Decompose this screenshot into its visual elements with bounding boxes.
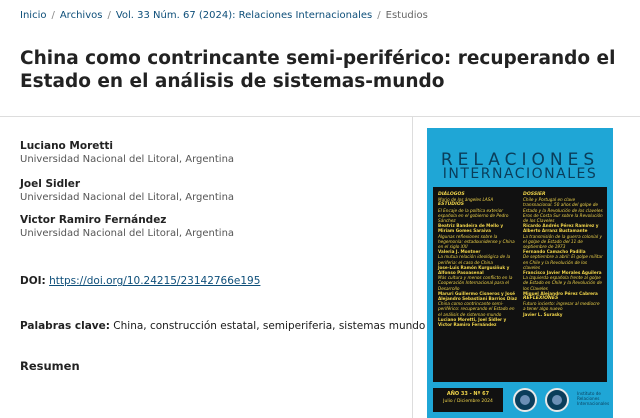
keywords-row (20, 320, 425, 332)
breadcrumb-link-issue[interactable]: Vol. 33 Núm. 67 (2024): Relaciones Internacionales (115, 10, 373, 21)
author-3 (20, 213, 234, 241)
cover-contents-entry: Javier L. Surasky (523, 311, 563, 317)
cover-issue-number: AÑO 33 - Nº 67 (446, 391, 490, 397)
breadcrumb-current: Estudios (385, 10, 428, 21)
cover-contents-entry: Maruri Guillermo Cisneros y José Alejandro Sebastiani Barrios Díaz (438, 290, 518, 302)
cover-contents-entry: Fernando Camacho Padilla (523, 249, 586, 255)
author-affiliation: Universidad Nacional del Litoral, Argentina (20, 154, 235, 165)
author-name: Joel Sidler (20, 178, 81, 190)
cover-title-line1: RELACIONES (440, 150, 600, 170)
cover-contents-entry: Ricardo Andrés Pérez Ramírez y Alberto Arranz Bustamante (523, 223, 599, 234)
cover-contents-entry: Francisco Javier Morales Aguilera (523, 270, 602, 276)
cover-contents-entry: La izquierda española frente al golpe de Estado en Chile y la Revolución de los Claveles (523, 275, 602, 291)
breadcrumb-separator: / (107, 10, 111, 21)
cover-contents-entry: Miguel Alejandro Pérez Cabrera (523, 290, 598, 296)
cover-contents-entry: DIÁLOGOS (438, 192, 465, 197)
doi-row (20, 275, 260, 287)
doi-label: DOI: (20, 275, 46, 287)
university-seal-icon (513, 388, 537, 412)
author-name: Victor Ramiro Fernández (20, 214, 167, 226)
cover-title-line2: INTERNACIONALES (442, 166, 598, 182)
cover-institute (577, 391, 609, 406)
cover-contents-entry: El Encaje de la política exterior española en el gobierno de Pedro Sánchez (438, 207, 509, 224)
cover-contents-entry: REFLEXIONES (523, 296, 559, 302)
breadcrumb-link-inicio[interactable]: Inicio (20, 10, 47, 21)
keywords-value: China, construcción estatal, semiperiferia, sistemas mundo (113, 320, 426, 332)
breadcrumb-link-archivos[interactable]: Archivos (59, 10, 103, 21)
cover-contents-entry: Chile y Portugal en clave transnacional. 50 años del golpe de Estado y la Revolución de los claveles (523, 197, 603, 213)
cover-contents-entry: Beatriz Bandeira de Mello y Miriam Gomes Saraiva (438, 223, 504, 234)
cover-contents-left (438, 192, 518, 327)
cover-issue-date: Julio / Diciembre 2024 (443, 399, 493, 404)
cover-contents-entry: Jose-Luis Ramón Kurgusiñuk y Alfonso Pasoasenal (438, 264, 510, 276)
cover-contents-entry: Valeria J. Montner (438, 249, 481, 255)
cover-contents-entry: De septiembre a abril: El golpe militar en Chile y la Revolución de los claveles (523, 254, 603, 270)
cover-contents-entry: La mutua relación ideológica de la periferia: el caso de China (438, 254, 511, 265)
cover-contents-entry: Más cultura y menos conflicto en la Cooperación Internacional para el Desarrollo (438, 275, 513, 291)
issue-cover-image[interactable] (427, 128, 613, 418)
author-name: Luciano Moretti (20, 140, 114, 152)
cover-contents-entry: China como contrincante semi-periférico: recuperando el Estado en el análisis de sistemas-mundo (438, 301, 515, 317)
cover-contents-entry: Eros de Costa Sur sobre la Revolución de los Claveles (523, 212, 603, 224)
cover-issue-box (433, 388, 503, 412)
breadcrumb-separator: / (51, 10, 55, 21)
cover-contents-panel (433, 187, 607, 382)
author-2 (20, 177, 234, 205)
breadcrumb (20, 10, 428, 21)
author-1 (20, 139, 234, 167)
cover-contents-entry: Luciano Moretti, Joel Sidler y Victor Ramiro Fernández (438, 316, 507, 328)
cover-footer (433, 384, 610, 418)
breadcrumb-separator: / (377, 10, 381, 21)
cover-institute-line: Instituto de (577, 391, 601, 396)
cover-contents-entry: Mario de los ángeles LASA (438, 197, 494, 203)
author-affiliation: Universidad Nacional del Litoral, Argentina (20, 192, 235, 203)
doi-link[interactable]: https://doi.org/10.24215/23142766e195 (49, 275, 261, 287)
cover-contents-entry: Algunas reflexiones sobre la hegemonía: estadounidense y China en el siglo XXI (438, 233, 515, 250)
abstract-heading: Resumen (20, 359, 80, 373)
cover-contents-entry: La transmisión de la guerra colonial y el golpe de Estado del 11 de septiembre de 1973 (523, 233, 602, 250)
cover-institute-line: Internacionales (577, 401, 610, 406)
faculty-seal-icon (545, 388, 569, 412)
cover-contents-entry: ESTUDIOS (438, 202, 465, 208)
cover-contents-right (523, 192, 603, 317)
cover-institute-line: Relaciones (577, 396, 600, 401)
cover-contents-entry: DOSSIER (523, 192, 546, 197)
article-title: China como contrincante semi-periférico: recuperando el Estado en el análisis de sistemas-mundo (20, 48, 616, 92)
keywords-label: Palabras clave: (20, 320, 110, 332)
cover-contents-entry: Futuro incierto: ingresar al mediocre a tener algo nuevo (523, 301, 600, 312)
author-affiliation: Universidad Nacional del Litoral, Argentina (20, 228, 235, 239)
